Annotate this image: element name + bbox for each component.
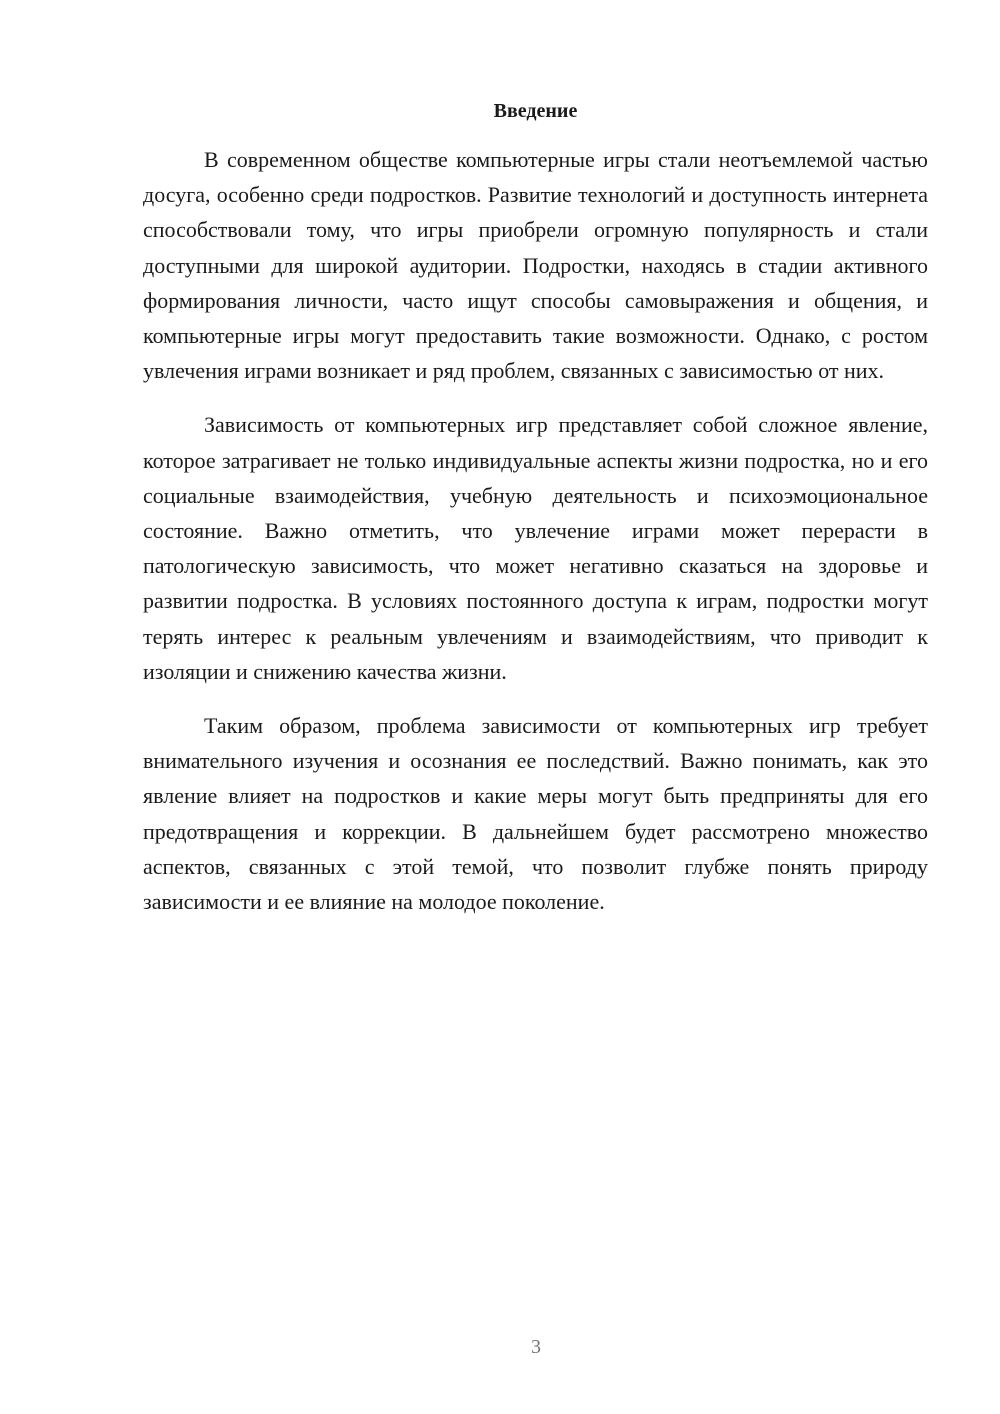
- page-number: 3: [531, 1336, 541, 1358]
- paragraph-1: В современном обществе компьютерные игры стали неотъемлемой частью досуга, особенно среди подростков. Развитие технологий и доступность интернета способствовали тому, что игры приобрели огромную популярность и стали доступными для широкой аудитории. Подростки, находясь в стадии активного формирования личности, часто ищут способы самовыражения и общения, и компьютерные игры могут предоставить такие возможности. Однако, с ростом увлечения играми возникает и ряд проблем, связанных с зависимостью от них.: [143, 147, 928, 384]
- body-text: [143, 142, 928, 938]
- paragraph-2: Зависимость от компьютерных игр представляет собой сложное явление, которое затрагивает не только индивидуальные аспекты жизни подростка, но и его социальные взаимодействия, учебную деятельность и психоэмоциональное состояние. Важно отметить, что увлечение играми может перерасти в патологическую зависимость, что может негативно сказаться на здоровье и развитии подростка. В условиях постоянного доступа к играм, подростки могут терять интерес к реальным увлечениям и взаимодействиям, что приводит к изоляции и снижению качества жизни.: [143, 412, 928, 684]
- section-heading: Введение: [493, 100, 578, 122]
- paragraph-3: Таким образом, проблема зависимости от компьютерных игр требует внимательного изучения и осознания ее последствий. Важно понимать, как это явление влияет на подростков и какие меры могут быть предприняты для его предотвращения и коррекции. В дальнейшем будет рассмотрено множество аспектов, связанных с этой темой, что позволит глубже понять природу зависимости и ее влияние на молодое поколение.: [143, 713, 928, 915]
